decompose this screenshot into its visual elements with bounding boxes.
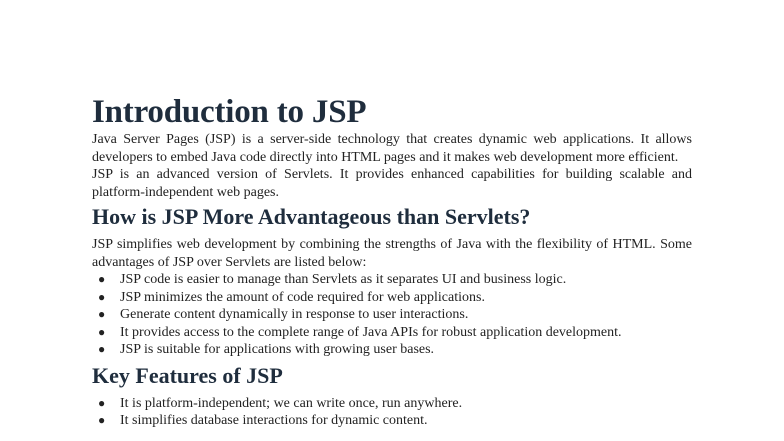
bullet-icon: ● [98,289,106,304]
features-heading: Key Features of JSP [92,362,283,388]
list-item-text: JSP minimizes the amount of code required for web applications. [120,289,485,305]
list-item-text: Generate content dynamically in response to user interactions. [120,307,469,322]
advantages-intro-paragraph: JSP simplifies web development by combining the strengths of Java with the flexibility of HTML. Some advantages of JSP over Servlets are listed below: [92,237,692,270]
list-item-text: It is platform-independent; we can write once, run anywhere. [120,395,463,411]
bullet-icon: ● [98,395,106,410]
intro-paragraph-2: JSP is an advanced version of Servlets. It provides enhanced capabilities for building scalable and platform-independent web pages. [92,167,692,200]
bullet-icon: ● [98,272,106,286]
list-item-text: It simplifies database interactions for dynamic content. [120,413,428,428]
advantages-heading: How is JSP More Advantageous than Servlets? [92,204,531,229]
list-item [92,412,692,430]
document-page [92,94,692,430]
list-item [92,324,692,342]
page-title: Introduction to JSP [92,94,367,130]
bullet-icon: ● [98,324,106,339]
bullet-icon: ● [98,413,106,427]
bullet-icon: ● [98,342,106,356]
advantages-list [92,271,692,359]
list-item-text: JSP code is easier to manage than Servlets as it separates UI and business logic. [120,272,567,287]
list-item [92,289,692,307]
intro-paragraph-1: Java Server Pages (JSP) is a server-side technology that creates dynamic web applications. It allows developers to embed Java code directly into HTML pages and it makes web development more efficient. [92,132,692,165]
list-item [92,341,692,359]
features-list [92,395,692,430]
list-item-text: It provides access to the complete range of Java APIs for robust application development. [120,324,622,340]
list-item [92,271,692,289]
bullet-icon: ● [98,307,106,321]
list-item [92,395,692,413]
list-item [92,306,692,324]
list-item-text: JSP is suitable for applications with growing user bases. [120,342,435,357]
